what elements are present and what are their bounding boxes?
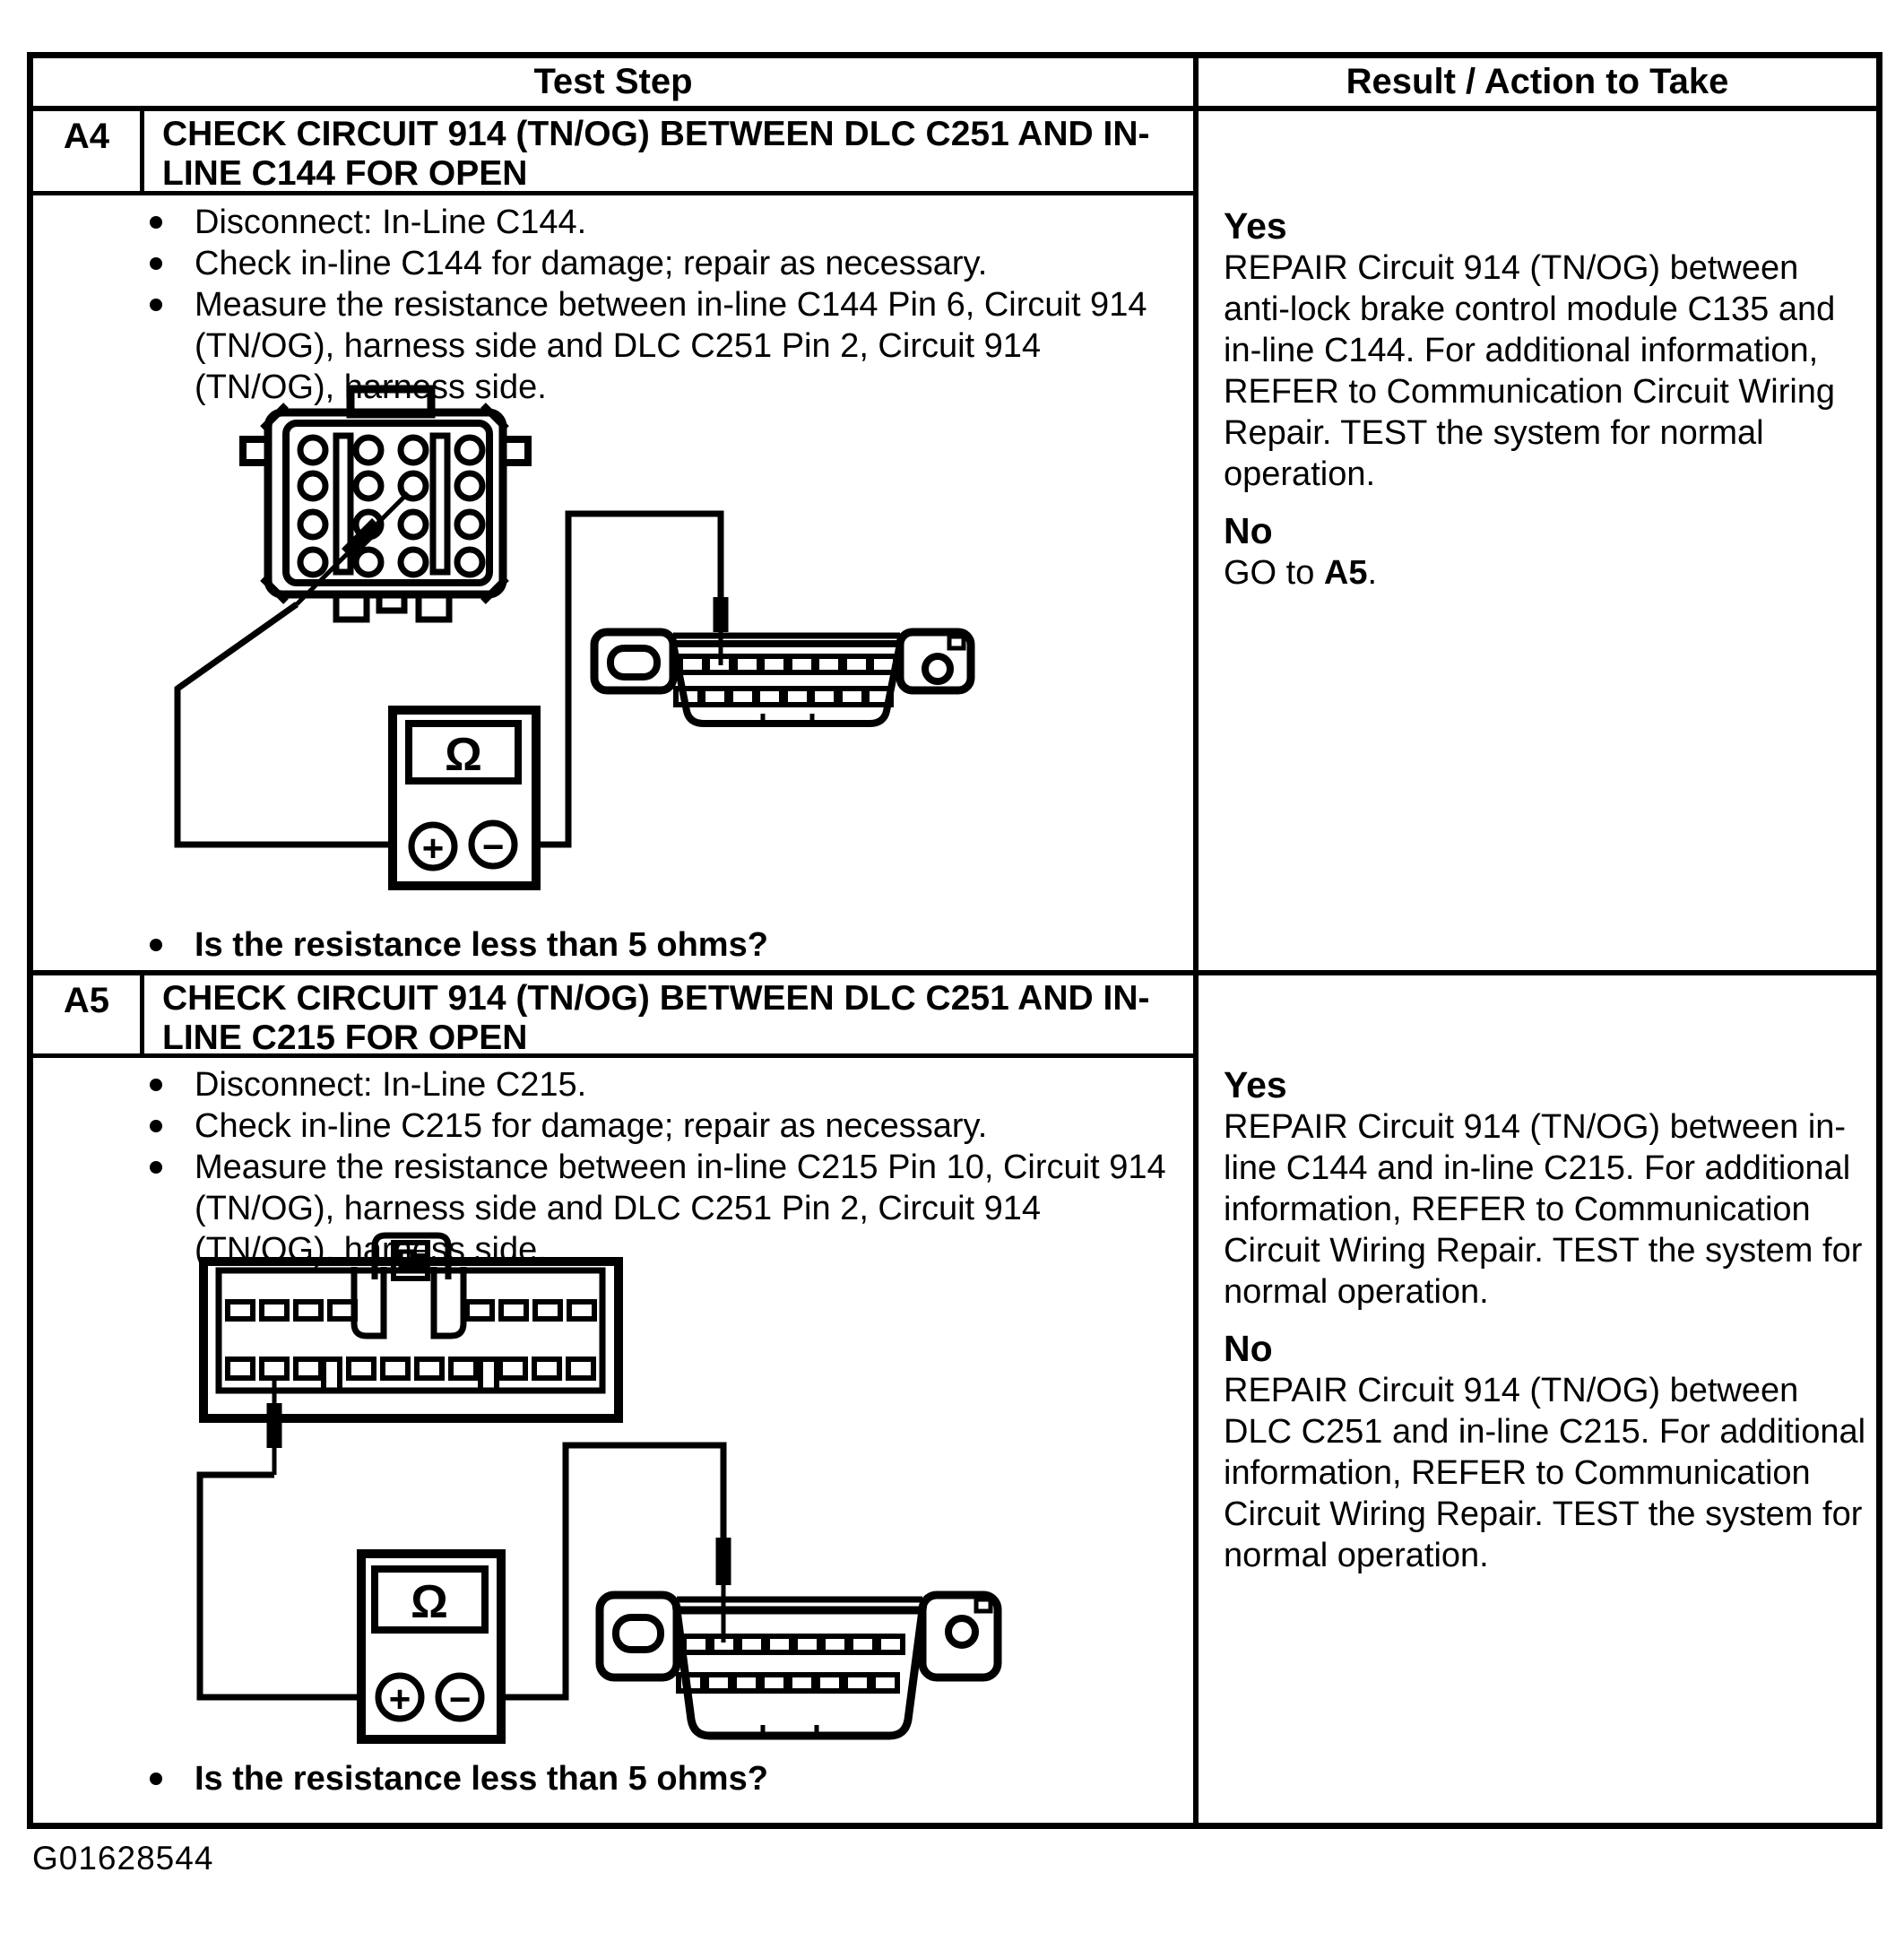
mounting-hole — [925, 656, 950, 681]
yes-action-text: REPAIR Circuit 914 (TN/OG) between anti-lock brake control module C135 and in-line C144. For additional information, REFER to Communication Circuit Wiring Repair. TEST the system for normal operation. — [1224, 249, 1836, 493]
step-id-a5: A5 — [63, 981, 110, 1020]
list-item: Check in-line C144 for damage; repair as necessary. — [150, 243, 1193, 284]
inline-connector-c215 — [203, 1235, 619, 1418]
ear-notch — [949, 637, 964, 648]
multimeter — [361, 1554, 501, 1739]
no-label: No — [1224, 1328, 1273, 1369]
list-item: Measure the resistance between in-line C215 Pin 10, Circuit 914 (TN/OG), harness side and DLC C251 Pin 2, Circuit 914 (TN/OG), harness side. — [150, 1147, 1193, 1270]
dlc-connector-c251 — [600, 1595, 998, 1736]
step-title-a4: CHECK CIRCUIT 914 (TN/OG) BETWEEN DLC C251 AND IN-LINE C144 FOR OPEN — [162, 115, 1150, 193]
yes-action-text: REPAIR Circuit 914 (TN/OG) between in-line C144 and in-line C215. For additional information, REFER to Communication Circuit Wiring Repair. TEST the system for normal operation. — [1224, 1108, 1863, 1311]
step-id-a4: A4 — [63, 117, 110, 156]
mounting-ear — [600, 1595, 677, 1677]
mounting-ear — [594, 632, 673, 690]
plus-symbol: + — [421, 827, 445, 870]
figure-id: G01628544 — [32, 1840, 214, 1877]
no-action-text: REPAIR Circuit 914 (TN/OG) between DLC C251 and in-line C215. For additional information, REFER to Communication Circuit Wiring Repair. TEST the system for normal operation. — [1224, 1372, 1866, 1574]
header-result-label: Result / Action to Take — [1346, 62, 1729, 101]
ear-notch — [976, 1599, 991, 1611]
mounting-hole — [948, 1618, 975, 1645]
corner-notch — [263, 405, 286, 429]
positive-lead-wire — [177, 604, 413, 845]
result-cell-a4 — [1199, 111, 1876, 970]
ohm-icon: Ω — [411, 1576, 448, 1628]
bullet-icon — [150, 1773, 162, 1785]
step-question-a5: Is the resistance less than 5 ohms? — [150, 1758, 1181, 1799]
list-item: Disconnect: In-Line C215. — [150, 1064, 1193, 1105]
bullet-icon — [150, 1120, 162, 1132]
corner-notch — [263, 578, 286, 602]
connector-shell — [203, 1261, 619, 1418]
latch-receptacle — [354, 1267, 384, 1336]
yes-label: Yes — [1224, 1064, 1287, 1105]
positive-lead-wire — [200, 1475, 382, 1697]
dlc-pin-row-top — [680, 656, 896, 672]
dlc-pin-row-bottom — [679, 1675, 897, 1691]
mounting-slot — [616, 1617, 661, 1650]
mounting-slot — [610, 648, 657, 677]
step-title-a5: CHECK CIRCUIT 914 (TN/OG) BETWEEN DLC C251 AND IN-LINE C215 FOR OPEN — [162, 979, 1150, 1057]
index-notch — [324, 1359, 340, 1391]
no-action-text: GO to A5. — [1224, 554, 1378, 592]
list-item: Disconnect: In-Line C144. — [150, 202, 1193, 243]
keyway — [433, 436, 447, 572]
pin-cavities-bottom — [228, 1359, 593, 1378]
top-tab — [351, 389, 431, 414]
dlc-pin-row-bottom — [676, 689, 891, 705]
dlc-pin-row-top — [684, 1636, 903, 1652]
no-label: No — [1224, 510, 1273, 551]
index-notch — [480, 1359, 497, 1391]
diagnostic-table — [27, 52, 1882, 1829]
list-item: Check in-line C215 for damage; repair as necessary. — [150, 1105, 1193, 1147]
list-item: Measure the resistance between in-line C144 Pin 6, Circuit 914 (TN/OG), harness side and DLC C251 Pin 2, Circuit 914 (TN/OG), harness side. — [150, 284, 1193, 408]
minus-symbol: − — [448, 1677, 472, 1721]
bullet-icon — [150, 1161, 162, 1174]
plus-symbol: + — [388, 1677, 411, 1721]
a4-wiring-diagram — [135, 377, 1077, 914]
bullet-icon — [150, 299, 162, 311]
bullet-icon — [150, 257, 162, 270]
step-question-a4: Is the resistance less than 5 ohms? — [150, 924, 1181, 966]
mounting-ear — [922, 1595, 998, 1677]
ohm-icon: Ω — [445, 729, 482, 781]
a5-wiring-diagram — [135, 1228, 1032, 1744]
bullet-icon — [150, 939, 162, 951]
dlc-connector-c251 — [594, 632, 971, 724]
header-test-step — [33, 58, 1193, 106]
inline-connector-c144 — [243, 389, 528, 620]
minus-symbol: − — [481, 825, 505, 868]
bullet-icon — [150, 216, 162, 229]
pin-cavities-top — [228, 1302, 594, 1319]
yes-label: Yes — [1224, 205, 1287, 247]
pin-cavities — [300, 438, 482, 575]
bullet-icon — [150, 1079, 162, 1091]
bottom-tab — [379, 594, 404, 611]
header-test-step-label: Test Step — [533, 62, 693, 101]
result-cell-a5 — [1199, 975, 1876, 1823]
multimeter — [393, 710, 536, 886]
header-result — [1199, 58, 1876, 106]
